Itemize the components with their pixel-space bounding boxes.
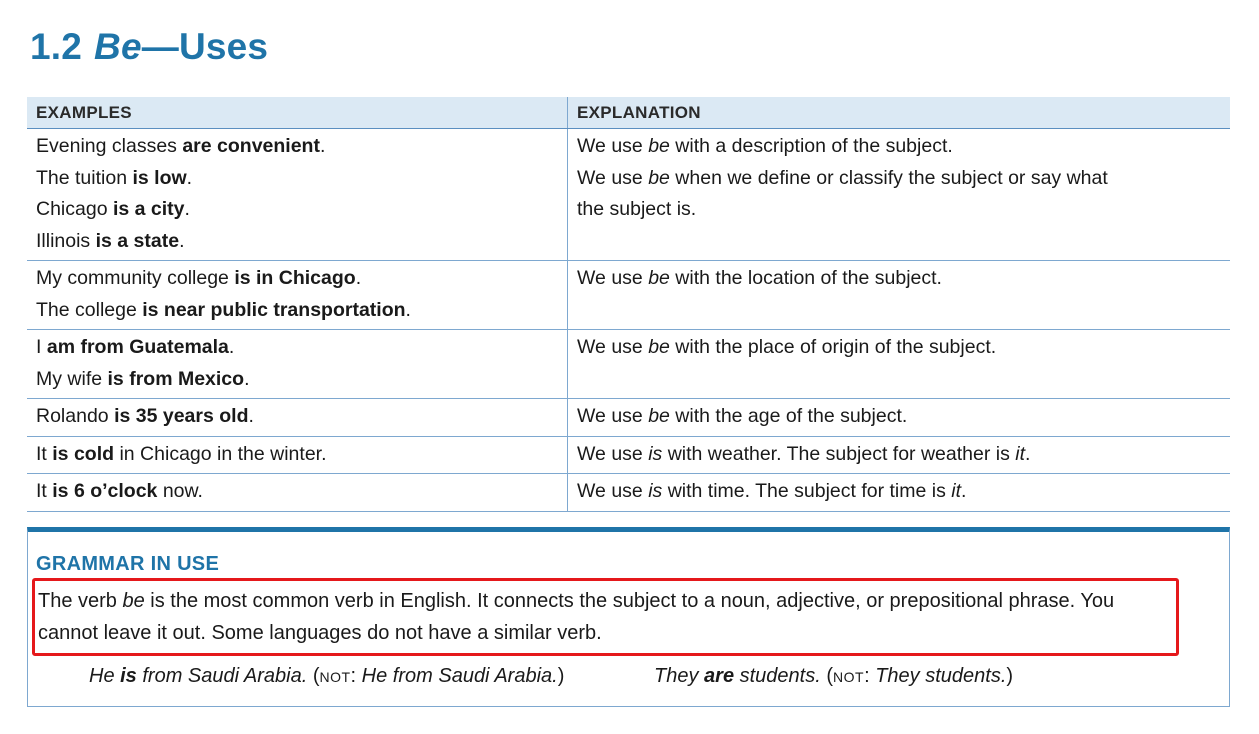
text-segment: The college xyxy=(36,298,143,321)
text-segment: . xyxy=(179,229,185,252)
text-part: is the most common verb in English. It connects the subject to a noun, adjective, or prepositional phrase. You cannot leave it out. Some languages do not have a similar verb. xyxy=(38,590,1115,644)
bold-phrase: is in Chicago xyxy=(234,267,356,289)
text-segment: when we define or classify the subject or say what xyxy=(669,166,1108,189)
example-text: They xyxy=(654,665,705,687)
bold-phrase: is low xyxy=(132,166,187,189)
table-row xyxy=(27,399,1230,437)
text-segment: . xyxy=(1025,442,1031,465)
explanation-line xyxy=(577,439,1221,471)
example-text: students. xyxy=(734,665,821,687)
text-segment: in Chicago in the winter. xyxy=(114,442,327,465)
example-line xyxy=(36,295,558,327)
example-verb: is xyxy=(120,665,137,687)
italic-word: be xyxy=(648,135,670,157)
italic-word: be xyxy=(648,166,670,189)
explanation-line xyxy=(577,131,1221,163)
not-label: NOT xyxy=(319,669,351,685)
examples-cell xyxy=(27,436,568,474)
explanation-line xyxy=(577,332,1221,364)
text-segment: The tuition xyxy=(36,166,133,189)
italic-word: is xyxy=(648,442,663,465)
bold-phrase: is a state xyxy=(95,229,180,252)
example-line xyxy=(36,226,558,258)
italic-word: be xyxy=(648,267,670,289)
examples-cell xyxy=(27,129,568,261)
table-row xyxy=(27,129,1230,261)
grammar-in-use-title: GRAMMAR IN USE xyxy=(36,553,220,575)
text-segment: . xyxy=(961,480,967,502)
text-segment: We use xyxy=(577,336,649,358)
text-segment: with a description of the subject. xyxy=(669,135,953,157)
section-number: 1.2 xyxy=(30,26,83,67)
text-segment: . xyxy=(319,135,326,157)
example-text: from Saudi Arabia. xyxy=(136,665,308,687)
paren-open: ( xyxy=(307,665,320,687)
text-segment: We use xyxy=(577,405,649,427)
text-segment: Evening classes xyxy=(36,135,183,157)
grammar-table xyxy=(27,97,1230,512)
example-line xyxy=(36,263,558,295)
bold-phrase: is a city xyxy=(112,198,185,220)
title-verb: Be xyxy=(94,26,142,67)
table-header-row xyxy=(27,97,1230,129)
text-segment: It xyxy=(36,442,53,465)
example-line xyxy=(36,364,558,396)
page-title xyxy=(30,26,268,68)
text-segment: My wife xyxy=(36,367,108,390)
explanation-cell xyxy=(568,129,1231,261)
examples-cell xyxy=(27,399,568,437)
not-colon: : xyxy=(350,665,362,687)
title-rest: —Uses xyxy=(141,26,269,67)
text-segment: . xyxy=(355,267,362,289)
text-segment: My community college xyxy=(36,267,235,289)
text-segment: We use xyxy=(577,480,649,502)
explanation-cell xyxy=(568,474,1231,512)
incorrect-example: They students. xyxy=(875,665,1007,687)
text-segment: We use xyxy=(577,267,649,289)
not-label: NOT xyxy=(833,669,865,685)
text-segment: . xyxy=(186,166,193,189)
explanation-line xyxy=(577,194,1221,226)
text-segment: with the location of the subject. xyxy=(669,267,942,289)
example-sentence-1 xyxy=(89,665,564,688)
bold-phrase: are convenient xyxy=(182,135,320,157)
table-row xyxy=(27,436,1230,474)
paren-open: ( xyxy=(820,665,833,687)
text-segment: with weather. The subject for weather is xyxy=(662,442,1016,465)
table-body xyxy=(27,129,1230,512)
text-segment: . xyxy=(244,367,250,390)
bold-phrase: is cold xyxy=(52,442,115,465)
example-line xyxy=(36,163,558,195)
example-line xyxy=(36,439,558,471)
bold-phrase: is 35 years old xyxy=(114,405,249,427)
example-text: He xyxy=(89,665,121,687)
example-line xyxy=(36,476,558,508)
paren-close: ) xyxy=(1006,665,1014,687)
examples-cell xyxy=(27,330,568,399)
explanation-cell xyxy=(568,330,1231,399)
text-segment: Rolando xyxy=(36,405,115,427)
table-row xyxy=(27,330,1230,399)
text-segment: It xyxy=(36,480,53,502)
header-examples: EXAMPLES xyxy=(27,97,568,129)
explanation-cell xyxy=(568,399,1231,437)
text-segment: We use xyxy=(577,442,649,465)
explanation-line xyxy=(577,476,1221,508)
text-segment: the subject is. xyxy=(577,198,697,220)
text-segment: Illinois xyxy=(36,229,96,252)
examples-cell xyxy=(27,261,568,330)
italic-word: be xyxy=(648,405,670,427)
text-segment: . xyxy=(184,198,190,220)
example-line xyxy=(36,401,558,433)
explanation-line xyxy=(577,401,1221,433)
explanation-line xyxy=(577,163,1221,195)
text-segment: Chicago xyxy=(36,198,113,220)
text-segment: . xyxy=(228,336,235,358)
example-sentence-2 xyxy=(654,665,1013,688)
text-segment: with the age of the subject. xyxy=(669,405,908,427)
example-line xyxy=(36,194,558,226)
text-segment: now. xyxy=(157,480,203,502)
explanation-cell xyxy=(568,436,1231,474)
italic-word: is xyxy=(648,480,663,502)
example-line xyxy=(36,332,558,364)
text-part: The verb xyxy=(38,590,123,612)
italic-word: it xyxy=(951,480,962,502)
header-explanation: EXPLANATION xyxy=(568,97,1231,129)
bold-phrase: is near public transportation xyxy=(142,298,406,321)
grammar-in-use-text xyxy=(38,585,1178,649)
text-segment: with time. The subject for time is xyxy=(662,480,952,502)
bold-phrase: is from Mexico xyxy=(107,367,245,390)
bold-phrase: am from Guatemala xyxy=(46,336,229,358)
not-colon: : xyxy=(864,665,876,687)
text-segment: We use xyxy=(577,135,649,157)
italic-word: be xyxy=(648,336,670,358)
incorrect-example: He from Saudi Arabia. xyxy=(361,665,558,687)
text-segment: . xyxy=(248,405,254,427)
explanation-line xyxy=(577,263,1221,295)
example-line xyxy=(36,131,558,163)
text-part: be xyxy=(122,590,145,612)
text-segment: . xyxy=(405,298,411,321)
table-row xyxy=(27,261,1230,330)
examples-cell xyxy=(27,474,568,512)
bold-phrase: is 6 o’clock xyxy=(52,480,158,502)
text-segment: We use xyxy=(577,166,649,189)
text-segment: I xyxy=(36,336,47,358)
example-verb: are xyxy=(704,665,735,687)
explanation-cell xyxy=(568,261,1231,330)
italic-word: it xyxy=(1015,442,1026,465)
paren-close: ) xyxy=(557,665,565,687)
text-segment: with the place of origin of the subject. xyxy=(669,336,997,358)
table-row xyxy=(27,474,1230,512)
